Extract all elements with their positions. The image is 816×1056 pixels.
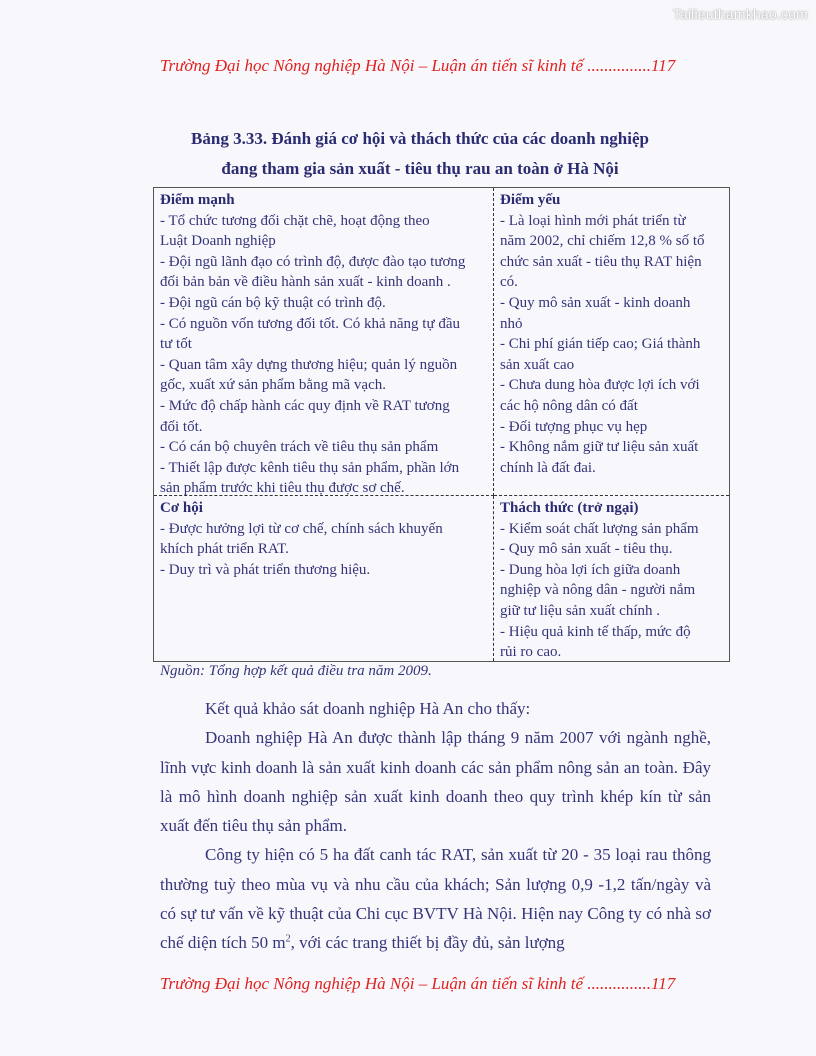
threats-line: - Dung hòa lợi ích giữa doanh [500, 561, 681, 578]
table-title [150, 124, 690, 184]
threats-cell [494, 496, 729, 661]
watermark: Tailieuthamkhao.com [672, 6, 808, 22]
weaknesses-line: năm 2002, chỉ chiếm 12,8 % số tổ [500, 233, 705, 250]
threats-line: - Quy mô sản xuất - tiêu thụ. [500, 541, 673, 558]
paragraph-1: Kết quả khảo sát doanh nghiệp Hà An cho thấy: [205, 699, 531, 718]
table-source-note: Nguồn: Tổng hợp kết quả điều tra năm 2009. [160, 663, 432, 679]
weaknesses-line: - Chưa dung hòa được lợi ích với [500, 377, 700, 394]
swot-table [153, 187, 730, 662]
strengths-line: sản phẩm trước khi tiêu thụ được sơ chế. [160, 480, 405, 497]
table-title-line-1: Bảng 3.33. Đánh giá cơ hội và thách thức của các doanh nghiệp [191, 129, 649, 148]
threats-line: - Hiệu quả kinh tế thấp, mức độ [500, 623, 691, 640]
strengths-heading: Điểm mạnh [160, 192, 235, 208]
weaknesses-line: sản xuất cao [500, 356, 575, 373]
body-text [160, 694, 711, 958]
page-header: Trường Đại học Nông nghiệp Hà Nội – Luận án tiến sĩ kinh tế ...............117 [160, 56, 676, 75]
threats-line: rủi ro cao. [500, 644, 562, 661]
strengths-cell [154, 188, 494, 496]
strengths-line: tư tốt [160, 336, 192, 353]
weaknesses-line: chính là đất đai. [500, 459, 596, 476]
weaknesses-line: - Quy mô sản xuất - kinh doanh [500, 294, 691, 311]
weaknesses-line: - Là loại hình mới phát triển từ [500, 212, 686, 229]
paragraph-3-text: Công ty hiện có 5 ha đất canh tác RAT, sản xuất từ 20 - 35 loại rau thông thường tuỳ theo mùa vụ và nhu cầu của khách; Sản lượng 0,9 -1,2 tấn/ngày và có sự tư vấn về kỹ thuật của Chi cục BVTV Hà Nội. Hiện nay Công ty có nhà sơ chế diện tích 50 m [160, 845, 711, 953]
superscript: 2 [285, 933, 291, 945]
strengths-line: - Mức độ chấp hành các quy định về RAT tương [160, 397, 450, 414]
strengths-line: đối bản bản về điều hành sản xuất - kinh doanh . [160, 274, 451, 291]
strengths-line: - Thiết lập được kênh tiêu thụ sản phẩm, phần lớn [160, 459, 460, 476]
weaknesses-heading: Điểm yếu [500, 192, 561, 208]
threats-line: nghiệp và nông dân - người nắm [500, 582, 696, 599]
opportunities-line: - Được hưởng lợi từ cơ chế, chính sách khuyến [160, 520, 443, 537]
threats-line: - Kiểm soát chất lượng sản phẩm [500, 520, 699, 537]
weaknesses-line: chức sản xuất - tiêu thụ RAT hiện [500, 253, 702, 270]
paragraph-2: Doanh nghiệp Hà An được thành lập tháng 9 năm 2007 với ngành nghề, lĩnh vực kinh doanh là sản xuất kinh doanh các sản phẩm nông sản an toàn. Đây là mô hình doanh nghiệp sản xuất kinh doanh theo quy trình khép kín từ sản xuất đến tiêu thụ sản phẩm. [160, 728, 711, 836]
threats-heading: Thách thức (trở ngại) [500, 500, 639, 516]
weaknesses-cell [494, 188, 729, 496]
strengths-line: đối tốt. [160, 418, 203, 435]
weaknesses-line: - Chi phí gián tiếp cao; Giá thành [500, 336, 701, 353]
opportunities-cell [154, 496, 494, 661]
opportunities-line: khích phát triển RAT. [160, 541, 289, 558]
weaknesses-line: các hộ nông dân có đất [500, 397, 638, 414]
weaknesses-line: - Không nắm giữ tư liệu sản xuất [500, 439, 699, 456]
opportunities-heading: Cơ hội [160, 500, 203, 516]
page-footer: Trường Đại học Nông nghiệp Hà Nội – Luận án tiến sĩ kinh tế ...............117 [160, 974, 676, 993]
strengths-line: - Đội ngũ cán bộ kỹ thuật có trình độ. [160, 294, 386, 311]
strengths-line: - Đội ngũ lãnh đạo có trình độ, được đào tạo tương [160, 253, 466, 270]
weaknesses-line: nhỏ [500, 315, 523, 332]
paragraph-3 [160, 840, 711, 957]
weaknesses-line: có. [500, 274, 518, 291]
strengths-line: - Quan tâm xây dựng thương hiệu; quản lý nguồn [160, 356, 458, 373]
weaknesses-line: - Đối tượng phục vụ hẹp [500, 418, 648, 435]
strengths-line: - Có cán bộ chuyên trách về tiêu thụ sản phẩm [160, 439, 439, 456]
table-title-line-2: đang tham gia sản xuất - tiêu thụ rau an toàn ở Hà Nội [221, 159, 619, 178]
opportunities-line: - Duy trì và phát triển thương hiệu. [160, 561, 371, 578]
strengths-line: Luật Doanh nghiệp [160, 233, 276, 250]
strengths-line: - Có nguồn vốn tương đối tốt. Có khả năng tự đầu [160, 315, 461, 332]
paragraph-3-text-end: , với các trang thiết bị đầy đủ, sản lượng [290, 933, 565, 953]
threats-line: giữ tư liệu sản xuất chính . [500, 602, 660, 619]
strengths-line: gốc, xuất xứ sản phẩm bằng mã vạch. [160, 377, 386, 394]
strengths-line: - Tổ chức tương đối chặt chẽ, hoạt động theo [160, 212, 430, 229]
